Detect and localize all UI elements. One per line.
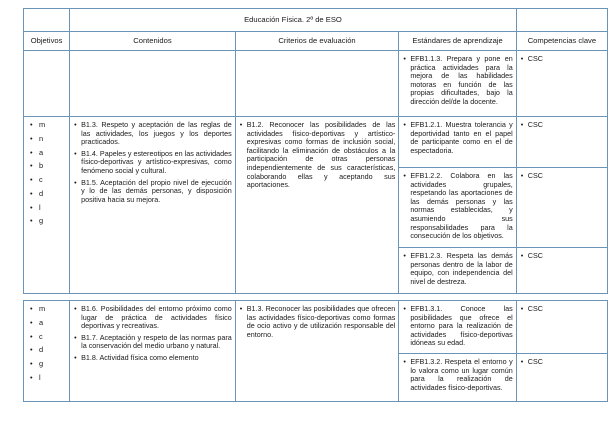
contenido-item: • B1.8. Actividad física como elemento	[73, 354, 232, 363]
competencia-text: • CSC	[520, 358, 604, 367]
objetivo-item: • m	[27, 121, 66, 130]
objetivo-item: • l	[27, 204, 66, 213]
objetivo-item: • a	[27, 319, 66, 328]
contenido-item: • B1.5. Aceptación del propio nivel de ejecución y lo de las demás personas, y disposición positiva hacia su mejora.	[73, 179, 232, 205]
cell-contenidos	[70, 117, 236, 294]
cell-criterio	[235, 51, 399, 117]
objetivo-item: • c	[27, 333, 66, 342]
table-row	[24, 117, 608, 168]
cell-estandar	[399, 117, 516, 168]
estandar-text: • EFB1.1.3. Prepara y pone en práctica actividades para la mejora de las habilidades motoras en función de las propias dificultades, bajo la dirección del/de la docente.	[402, 55, 512, 107]
empty-corner-cell	[24, 9, 70, 32]
cell-objetivos	[24, 51, 70, 117]
cell-competencia	[516, 353, 607, 401]
cell-objetivos	[24, 301, 70, 402]
cell-competencia	[516, 301, 607, 354]
cell-estandar	[399, 248, 516, 294]
cell-contenidos	[70, 301, 236, 402]
cell-criterio	[235, 301, 399, 402]
cell-estandar	[399, 301, 516, 354]
cell-estandar	[399, 51, 516, 117]
cell-criterio	[235, 117, 399, 294]
block-separator	[24, 294, 608, 301]
cell-estandar	[399, 353, 516, 401]
contenido-item: • B1.6. Posibilidades del entorno próximo como lugar de práctica de actividades físico deportivas y recreativas.	[73, 305, 232, 331]
criterio-text: • B1.2. Reconocer las posibilidades de las actividades físico-deportivas y artístico-expresivas como formas de inclusión social, facilitando la eliminación de obstáculos a la participación de otras personas independientemente de sus características, colaborando ellas y aceptando sus aportaciones.	[239, 121, 396, 190]
header-contenidos: Contenidos	[70, 32, 236, 51]
contenido-item: • B1.3. Respeto y aceptación de las reglas de las actividades, los juegos y los deportes practicados.	[73, 121, 232, 147]
objetivos-list	[27, 305, 66, 383]
estandar-text: • EFB1.2.1. Muestra tolerancia y deportividad tanto en el papel de participante como en el de espectadoria.	[402, 121, 512, 155]
estandar-text: • EFB1.3.2. Respeta el entorno y lo valora como un lugar común para la realización de actividades físico-deportivas.	[402, 358, 512, 392]
objetivo-item: • g	[27, 360, 66, 369]
estandar-text: • EFB1.2.3. Respeta las demás personas dentro de la labor de equipo, con independencia del nivel de destreza.	[402, 252, 512, 286]
title-row	[24, 9, 608, 32]
objetivo-item: • a	[27, 149, 66, 158]
header-row	[24, 32, 608, 51]
competencia-text: • CSC	[520, 121, 604, 130]
cell-competencia	[516, 51, 607, 117]
objetivo-item: • l	[27, 374, 66, 383]
competencia-text: • CSC	[520, 172, 604, 181]
contenidos-list	[73, 121, 232, 204]
cell-objetivos	[24, 117, 70, 294]
cell-contenidos	[70, 51, 236, 117]
cell-competencia	[516, 248, 607, 294]
table-title: Educación Física. 2º de ESO	[70, 9, 517, 32]
objetivo-item: • g	[27, 217, 66, 226]
competencia-text: • CSC	[520, 305, 604, 314]
header-estandares: Estándares de aprendizaje	[399, 32, 516, 51]
cell-estandar	[399, 168, 516, 248]
curriculum-table	[23, 8, 608, 402]
competencia-text: • CSC	[520, 55, 604, 64]
contenidos-list	[73, 305, 232, 363]
objetivo-item: • b	[27, 162, 66, 171]
objetivo-item: • d	[27, 190, 66, 199]
table-row	[24, 51, 608, 117]
header-criterios: Criterios de evaluación	[235, 32, 399, 51]
criterio-text: • B1.3. Reconocer las posibilidades que ofrecen las actividades físico-deportivas como formas de ocio activo y de utilización responsable del entorno.	[239, 305, 396, 339]
competencia-text: • CSC	[520, 252, 604, 261]
empty-title-cell	[516, 9, 607, 32]
curriculum-sheet	[23, 8, 608, 402]
contenido-item: • B1.4. Papeles y estereotipos en las actividades físico-deportivas y artístico-expresivas, como fenómeno social y cultural.	[73, 150, 232, 176]
cell-competencia	[516, 117, 607, 168]
objetivo-item: • c	[27, 176, 66, 185]
table-row	[24, 301, 608, 354]
estandar-text: • EFB1.2.2. Colabora en las actividades grupales, respetando las aportaciones de las demás personas y las normas establecidas, y asumiendo sus responsabilidades para la consecución de los objetivos.	[402, 172, 512, 241]
objetivo-item: • d	[27, 346, 66, 355]
header-competencias: Competencias clave	[516, 32, 607, 51]
header-objetivos: Objetivos	[24, 32, 70, 51]
objetivos-list	[27, 121, 66, 226]
objetivo-item: • n	[27, 135, 66, 144]
contenido-item: • B1.7. Aceptación y respeto de las normas para la conservación del medio urbano y natural.	[73, 334, 232, 351]
cell-competencia	[516, 168, 607, 248]
estandar-text: • EFB1.3.1. Conoce las posibilidades que ofrece el entorno para la realización de actividades físico-deportivas idóneas su edad.	[402, 305, 512, 348]
objetivo-item: • m	[27, 305, 66, 314]
